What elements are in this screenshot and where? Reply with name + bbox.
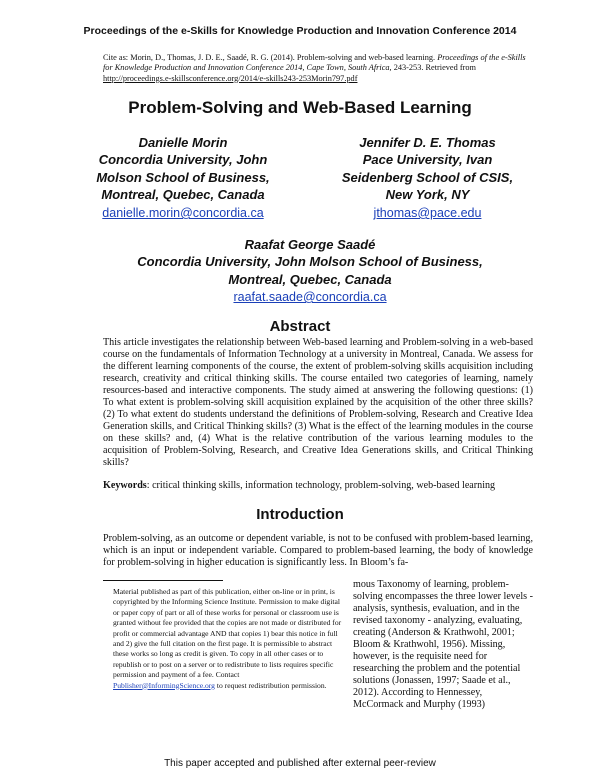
abstract-text: This article investigates the relationship between Web-based learning and Problem-solving in a web-based course on the fundamentals of Information Technology at a university in Montreal, Canada. We assess for the different learning components of the course, the extent of problem-solving skills acquisition including research, creativity and critical thinking skills. The course entailed two categories of learning, namely resources-based and interactive components. The study aimed at answering the following questions: (1) To what extent is problem-solving skill acquisition explained by the acquisition of the other three skills? (2) To what extent do students understand the definitions of Problem-solving, Research and Creative Idea Generation skills, and Critical Thinking skills? (3) What is the effect of the learning modules in the course on these skills? and, (4) What is the relative contribution of the various learning modules to the acquisition of Problem-Solving, Research, and Creative Idea Generations skills, and Critical Thinking skills? [103,337,533,468]
page-footer: This paper accepted and published after external peer-review [164,758,436,769]
citation-url-link[interactable]: http://proceedings.e-skillsconference.org/2014/e-skills243-253Morin797.pdf [103,73,358,83]
introduction-heading: Introduction [256,506,344,523]
author-block-saade [100,236,520,288]
author-affiliation-line: Molson School of Business, [96,169,270,185]
author-name: Jennifer D. E. Thomas [359,135,496,150]
citation-pages: 243-253. Retrieved from [393,63,476,73]
email-link-saade[interactable]: raafat.saade@concordia.ca [233,290,387,304]
author-name: Danielle Morin [138,135,228,150]
author-email-thomas [330,206,525,220]
author-affiliation-line: Montreal, Quebec, Canada [228,271,392,287]
publisher-email-link[interactable]: Publisher@InformingScience.org [113,680,215,690]
journal-header: Proceedings of the e-Skills for Knowledge Production and Innovation Conference 2014 [83,25,517,37]
author-affiliation-line: Montreal, Quebec, Canada [101,186,265,202]
citation-block [103,53,533,84]
author-email-morin [88,206,278,220]
email-link-thomas[interactable]: jthomas@pace.edu [373,206,482,220]
paper-title: Problem-Solving and Web-Based Learning [128,98,472,117]
author-block-morin [88,134,278,203]
author-name: Raafat George Saadé [244,237,376,252]
author-affiliation-line: New York, NY [385,186,470,202]
email-link-morin[interactable]: danielle.morin@concordia.ca [102,206,264,220]
citation-lead: Cite as: Morin, D., Thomas, J. D. E., Saadé, R. G. (2014). Problem-solving and web-based learning. [103,53,436,62]
author-affiliation-line: Concordia University, John Molson School of Business, [137,254,483,270]
keywords-label: Keywords [103,480,147,491]
abstract-heading: Abstract [269,318,331,335]
author-block-thomas [330,134,525,203]
author-affiliation-line: Concordia University, John [98,152,268,168]
introduction-text: Problem-solving, as an outcome or dependent variable, is not to be confused with problem-based learning, which is an input or independent variable. Compared to problem-based learning, the body of knowledge for problem-solving in higher education is significantly less. In Bloom’s fa- [103,533,533,568]
citation-proceedings: Proceedings of the e-Skills for Knowledge Production and Innovation Conference 2014, Cape Town, South Africa, [103,53,526,73]
author-affiliation-line: Seidenberg School of CSIS, [341,169,514,185]
footnote-text: Material published as part of this publication, either on-line or in print, is copyrighted by the Informing Science Institute. Permission to make digital or paper copy of part or all of these works for personal or classroom use is granted without fee provided that the copies are not made or distributed for profit or commercial advantage AND that copies 1) bear this notice in full and 2) give the full citation on the first page. It is permissible to abstract these works so long as credit is given. To copy in all other cases or to republish or to post on a server or to redistribute to lists requires specific permission and payment of a fee. Contact [113,587,342,680]
footnote-divider [103,580,223,581]
keywords-line [103,480,533,492]
footnote-tail: to request redistribution permission. [216,680,327,690]
introduction-continued-text: mous Taxonomy of learning, problem-solving encompasses the three lower levels - analysis, synthesis, evaluation, and in the revised taxonomy - analyzing, evaluating, creating (Anderson & Krathwohl, 2001; Bloom & Krathwohl, 1956). Missing, however, is the requisite need for researching the problem and the potential solutions (Jonassen, 1997; Saade et al., 2012). According to Hennessey, McCormack and Murphy (1993) [353,579,533,710]
copyright-footnote [113,587,343,691]
keywords-text: : critical thinking skills, information technology, problem-solving, web-based learning [146,480,496,491]
author-email-saade [100,290,520,304]
author-affiliation-line: Pace University, Ivan [362,152,493,168]
